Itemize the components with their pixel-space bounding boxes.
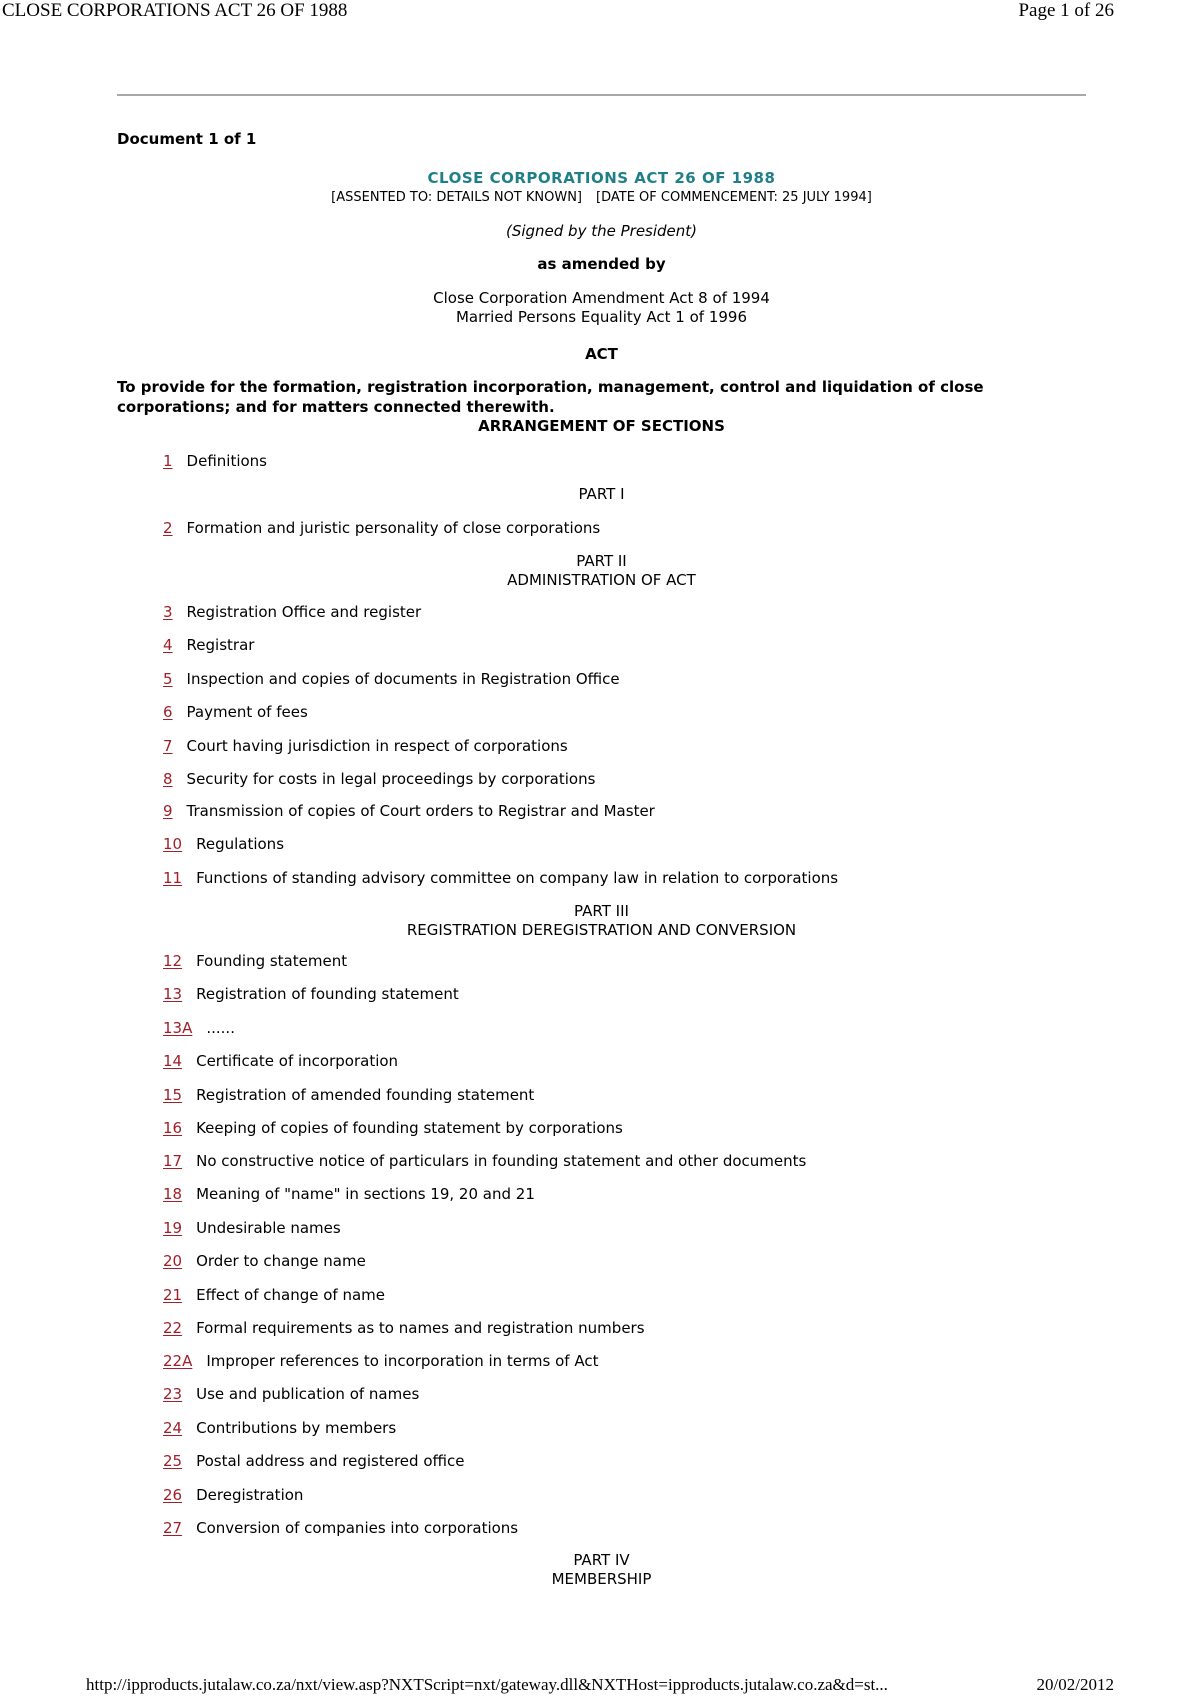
signed-by-line: (Signed by the President): [505, 222, 698, 240]
section-entry: [163, 1452, 464, 1470]
section-link[interactable]: 13A: [163, 1019, 193, 1037]
section-entry: [163, 1119, 623, 1137]
section-link[interactable]: 8: [163, 770, 173, 788]
section-link[interactable]: 1: [163, 452, 173, 470]
section-link[interactable]: 9: [163, 802, 173, 820]
section-entry: [163, 1052, 398, 1070]
section-title: Meaning of "name" in sections 19, 20 and 21: [196, 1185, 535, 1203]
section-link[interactable]: 11: [163, 869, 183, 887]
section-entry: [163, 985, 459, 1003]
section-entry: [163, 1286, 385, 1304]
assented-to: [ASSENTED TO: DETAILS NOT KNOWN]: [331, 190, 583, 205]
section-entry: [163, 452, 267, 470]
section-link[interactable]: 10: [163, 835, 183, 853]
section-title: Registrar: [186, 636, 255, 654]
section-title: Use and publication of names: [196, 1385, 420, 1403]
section-title: Payment of fees: [186, 703, 308, 721]
part-title: REGISTRATION DEREGISTRATION AND CONVERSION: [406, 921, 797, 939]
section-title: Registration of amended founding statement: [196, 1086, 535, 1104]
part-label: PART II: [576, 552, 627, 570]
part-label: PART IV: [573, 1551, 630, 1569]
section-entry: [163, 770, 595, 788]
section-entry: [163, 1152, 806, 1170]
section-link[interactable]: 16: [163, 1119, 183, 1137]
section-title: Contributions by members: [196, 1419, 397, 1437]
section-title: Postal address and registered office: [196, 1452, 465, 1470]
section-title: Undesirable names: [196, 1219, 341, 1237]
section-link[interactable]: 13: [163, 985, 183, 1003]
section-title: Regulations: [196, 835, 285, 853]
part-title: MEMBERSHIP: [551, 1570, 652, 1588]
act-title: CLOSE CORPORATIONS ACT 26 OF 1988: [427, 169, 776, 187]
section-title: Inspection and copies of documents in Registration Office: [186, 670, 620, 688]
section-link[interactable]: 17: [163, 1152, 183, 1170]
section-link[interactable]: 12: [163, 952, 183, 970]
part-heading: [117, 1551, 1086, 1589]
section-title: ......: [206, 1019, 235, 1037]
section-link[interactable]: 20: [163, 1252, 183, 1270]
section-link[interactable]: 15: [163, 1086, 183, 1104]
section-entry: [163, 1486, 303, 1504]
horizontal-rule: [117, 94, 1086, 96]
assent-line: [117, 190, 1086, 205]
section-link[interactable]: 3: [163, 603, 173, 621]
long-title: To provide for the formation, registration incorporation, management, control and liquidation of close corporations; and for matters connected therewith.: [117, 378, 984, 416]
print-header-title: CLOSE CORPORATIONS ACT 26 OF 1988: [2, 0, 348, 21]
section-link[interactable]: 23: [163, 1385, 183, 1403]
section-link[interactable]: 25: [163, 1452, 183, 1470]
section-title: Definitions: [186, 452, 267, 470]
section-entry: [163, 835, 284, 853]
print-header: [0, 0, 1200, 24]
document-count: Document 1 of 1: [117, 130, 257, 148]
section-link[interactable]: 18: [163, 1185, 183, 1203]
section-entry: [163, 1519, 518, 1537]
section-title: Functions of standing advisory committee on company law in relation to corporations: [196, 869, 839, 887]
section-title: Security for costs in legal proceedings by corporations: [186, 770, 596, 788]
section-entry: [163, 1219, 341, 1237]
section-entry: [163, 952, 347, 970]
part-heading: [117, 552, 1086, 590]
part-label: PART I: [578, 485, 625, 503]
section-title: Certificate of incorporation: [196, 1052, 399, 1070]
section-entry: [163, 802, 655, 820]
section-title: Founding statement: [196, 952, 348, 970]
section-link[interactable]: 4: [163, 636, 173, 654]
section-entry: [163, 1185, 535, 1203]
commencement-date: [DATE OF COMMENCEMENT: 25 JULY 1994]: [596, 190, 872, 205]
section-link[interactable]: 19: [163, 1219, 183, 1237]
amendment-list: [117, 289, 1086, 327]
section-link[interactable]: 27: [163, 1519, 183, 1537]
amended-by-heading: as amended by: [537, 255, 666, 273]
section-link[interactable]: 22: [163, 1319, 183, 1337]
section-entry: [163, 1385, 419, 1403]
section-title: No constructive notice of particulars in founding statement and other documents: [196, 1152, 807, 1170]
part-label: PART III: [574, 902, 629, 920]
section-entry: [163, 1319, 645, 1337]
section-title: Effect of change of name: [196, 1286, 385, 1304]
arrangement-heading: ARRANGEMENT OF SECTIONS: [478, 417, 725, 435]
section-link[interactable]: 7: [163, 737, 173, 755]
section-link[interactable]: 14: [163, 1052, 183, 1070]
print-footer: [0, 1675, 1200, 1698]
part-title: ADMINISTRATION OF ACT: [507, 571, 696, 589]
section-link[interactable]: 26: [163, 1486, 183, 1504]
section-entry: [163, 737, 568, 755]
section-link[interactable]: 22A: [163, 1352, 193, 1370]
section-entry: [163, 1019, 235, 1037]
section-entry: [163, 603, 421, 621]
amendment-item: Married Persons Equality Act 1 of 1996: [455, 308, 748, 326]
section-entry: [163, 1419, 396, 1437]
section-entry: [163, 519, 600, 537]
section-link[interactable]: 2: [163, 519, 173, 537]
act-label: ACT: [585, 345, 618, 363]
section-title: Formation and juristic personality of close corporations: [186, 519, 601, 537]
part-heading: [117, 485, 1086, 504]
section-entry: [163, 1252, 366, 1270]
section-title: Transmission of copies of Court orders to Registrar and Master: [186, 802, 655, 820]
section-title: Registration Office and register: [186, 603, 422, 621]
section-entry: [163, 869, 838, 887]
footer-date: 20/02/2012: [1036, 1675, 1114, 1694]
section-entry: [163, 1352, 598, 1370]
section-entry: [163, 670, 620, 688]
section-title: Registration of founding statement: [196, 985, 459, 1003]
section-entry: [163, 636, 254, 654]
section-link[interactable]: 21: [163, 1286, 183, 1304]
section-link[interactable]: 5: [163, 670, 173, 688]
section-entry: [163, 703, 308, 721]
section-title: Conversion of companies into corporations: [196, 1519, 519, 1537]
section-title: Keeping of copies of founding statement by corporations: [196, 1119, 623, 1137]
section-title: Order to change name: [196, 1252, 366, 1270]
section-entry: [163, 1086, 534, 1104]
part-heading: [117, 902, 1086, 940]
section-title: Deregistration: [196, 1486, 304, 1504]
section-link[interactable]: 24: [163, 1419, 183, 1437]
section-title: Improper references to incorporation in terms of Act: [206, 1352, 599, 1370]
footer-url: http://ipproducts.jutalaw.co.za/nxt/view.asp?NXTScript=nxt/gateway.dll&NXTHost=ipproducts.jutalaw.co.za&d=st...: [86, 1675, 888, 1694]
section-title: Court having jurisdiction in respect of corporations: [186, 737, 568, 755]
print-header-page: Page 1 of 26: [1018, 0, 1114, 21]
section-link[interactable]: 6: [163, 703, 173, 721]
section-title: Formal requirements as to names and registration numbers: [196, 1319, 645, 1337]
amendment-item: Close Corporation Amendment Act 8 of 1994: [433, 289, 770, 307]
